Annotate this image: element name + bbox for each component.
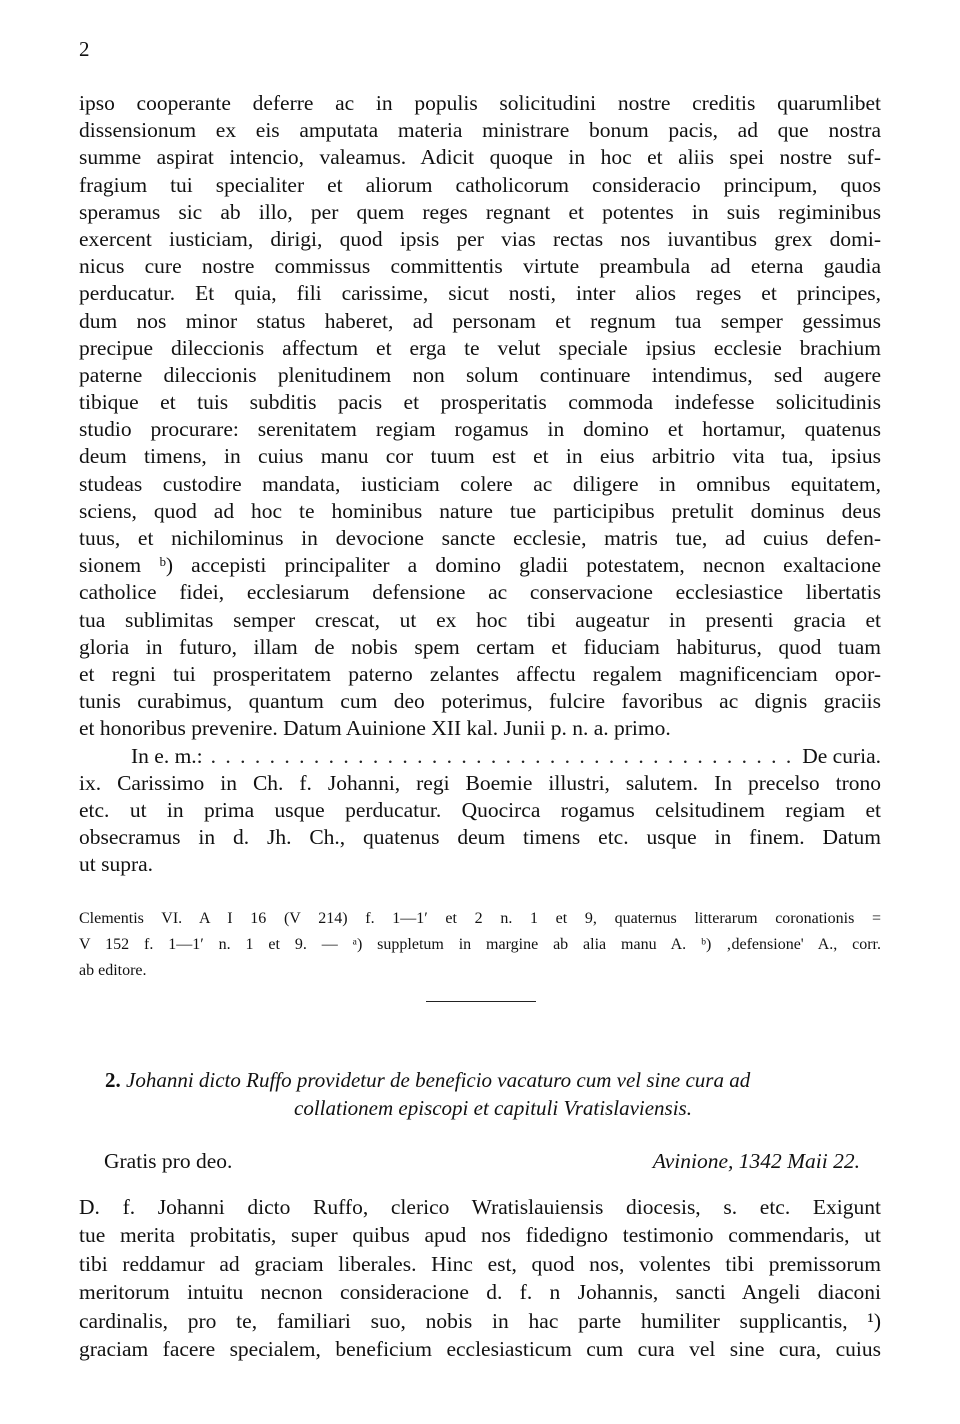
text-line: exercent iusticiam, dirigi, quod ipsis per vias rectas nos iuvantibus grex domi- <box>79 226 881 251</box>
text-line: summe aspirat intencio, valeamus. Adicit quoque in hoc et aliis spei nostre suf- <box>79 145 881 170</box>
in-em-label: In e. m.: <box>131 743 203 768</box>
document-body <box>79 1193 881 1363</box>
document-number: 2. <box>105 1068 121 1092</box>
text-line: graciam facere specialem, beneficium ecclesiasticum cum cura vel sine cura, cuius <box>79 1336 881 1361</box>
text-line: dum nos minor status haberet, ad personam et regnum tua semper gessimus <box>79 308 881 333</box>
text-line: deum timens, in cuius manu cor tuum est et in eius arbitrio vita tua, ipsius <box>79 444 881 469</box>
apparatus-line: ab editore. <box>79 962 147 979</box>
text-line: D. f. Johanni dicto Ruffo, clerico Wratislauiensis diocesis, s. etc. Exigunt <box>79 1195 881 1219</box>
text-line: precipue dileccionis affectum et erga te velut speciale ipsius ecclesie brachium <box>79 335 881 360</box>
text-line: etc. ut in prima usque perducatur. Quocirca rogamus celsitudinem regiam et <box>79 797 881 822</box>
text-line: tunis curabimus, quantum cum deo poterimus, fulcire favoribus ac dignis graciis <box>79 689 881 714</box>
in-eodem-modo-line <box>79 743 881 770</box>
text-line: cardinalis, pro te, familiari suo, nobis in hac parte humiliter supplicantis, ¹) <box>79 1308 881 1333</box>
text-line: nicus cure nostre commissus committentis virtute preambula ad eterna gaudia <box>79 254 881 279</box>
text-line: tibi reddamur ad graciam liberales. Hinc est, quod nos, volentes tibi premissorum <box>79 1251 881 1276</box>
place-date: Avinione, 1342 Maii 22. <box>652 1149 860 1173</box>
text-line: sciens, quod ad hoc te hominibus nature tue participibus pretulit dominus deus <box>79 498 881 523</box>
text-line: speramus sic ab illo, per quem reges regnant et potentes in suis regiminibus <box>79 199 881 224</box>
text-line: studio procurare: serenitatem regiam rogamus in domino et hortamur, quatenus <box>79 417 881 442</box>
gratis-note: Gratis pro deo. <box>104 1149 233 1173</box>
text-line: paterne dileccionis plenitudinem non solum continuare intendimus, sed augere <box>79 362 881 387</box>
text-line: perducatur. Et quia, fili carissime, sicut nosti, inter alios reges et principes, <box>79 281 881 306</box>
text-line: tibique et tuis subditis pacis et prosperitatis commoda indefesse solicitudinis <box>79 390 881 415</box>
heading-line-1 <box>105 1066 881 1094</box>
document-meta <box>104 1147 860 1175</box>
section-separator <box>426 1001 536 1002</box>
text-line: sionem ᵇ) accepisti principaliter a domino gladii potestatem, necnon exaltacione <box>79 553 881 578</box>
text-line: studeas custodire mandata, iusticiam colere ac diligere in omnibus equitatem, <box>79 471 881 496</box>
heading-text-1: Johanni dicto Ruffo providetur de beneficio vacaturo cum vel sine cura ad <box>126 1068 751 1092</box>
apparatus-line: V 152 f. 1—1′ n. 1 et 9. — ᵃ) suppletum in margine ab alia manu A. ᵇ) ‚defensione' A., corr. <box>79 936 881 953</box>
dot-leader <box>211 743 795 770</box>
main-text-block <box>79 90 881 878</box>
text-line: et honoribus prevenire. Datum Auinione XII kal. Junii p. n. a. primo. <box>79 716 671 741</box>
text-line: meritorum intuitu necnon consideracione d. f. n Johannis, sancti Angeli diaconi <box>79 1280 881 1305</box>
text-line: ut supra. <box>79 852 154 877</box>
text-line: et regni tui prosperitatem paterno zelantes affectu regalem magnificenciam opor- <box>79 661 881 686</box>
text-line: tue merita probitatis, super quibus apud nos fidedigno testimonio commendaris, ut <box>79 1223 881 1248</box>
critical-apparatus <box>79 906 881 984</box>
text-line: ix. Carissimo in Ch. f. Johanni, regi Boemie illustri, salutem. In precelso trono <box>79 770 881 795</box>
apparatus-line: Clementis VI. A I 16 (V 214) f. 1—1′ et 2 n. 1 et 9, quaternus litterarum coronationis = <box>79 910 881 927</box>
de-curia-label: De curia. <box>802 743 881 768</box>
text-line: ipso cooperante deferre ac in populis solicitudini nostre creditis quarumlibet <box>79 91 881 115</box>
text-line: obsecramus in d. Jh. Ch., quatenus deum timens etc. usque in finem. Datum <box>79 825 881 850</box>
text-line: fragium tui specialiter et aliorum catholicorum consideracio principum, quos <box>79 172 881 197</box>
page-number: 2 <box>79 37 90 61</box>
text-line: gloria in futuro, illam de nobis spem certam et fiduciam habiturus, quod tuam <box>79 634 881 659</box>
text-line: tuus, et nichilominus in devocione sancte ecclesie, matris tue, ad cuius defen- <box>79 526 881 550</box>
text-line: tua sublimitas semper crescat, ut ex hoc tibi augeatur in presenti gracia et <box>79 607 881 632</box>
text-line: dissensionum ex eis amputata materia ministrare bonum pacis, ad que nostra <box>79 118 881 143</box>
text-line: catholice fidei, ecclesiarum defensione ac conservacione ecclesiastice libertatis <box>79 580 881 605</box>
document-heading <box>105 1066 881 1122</box>
heading-line-2: collationem episcopi et capituli Vratislaviensis. <box>294 1096 692 1120</box>
